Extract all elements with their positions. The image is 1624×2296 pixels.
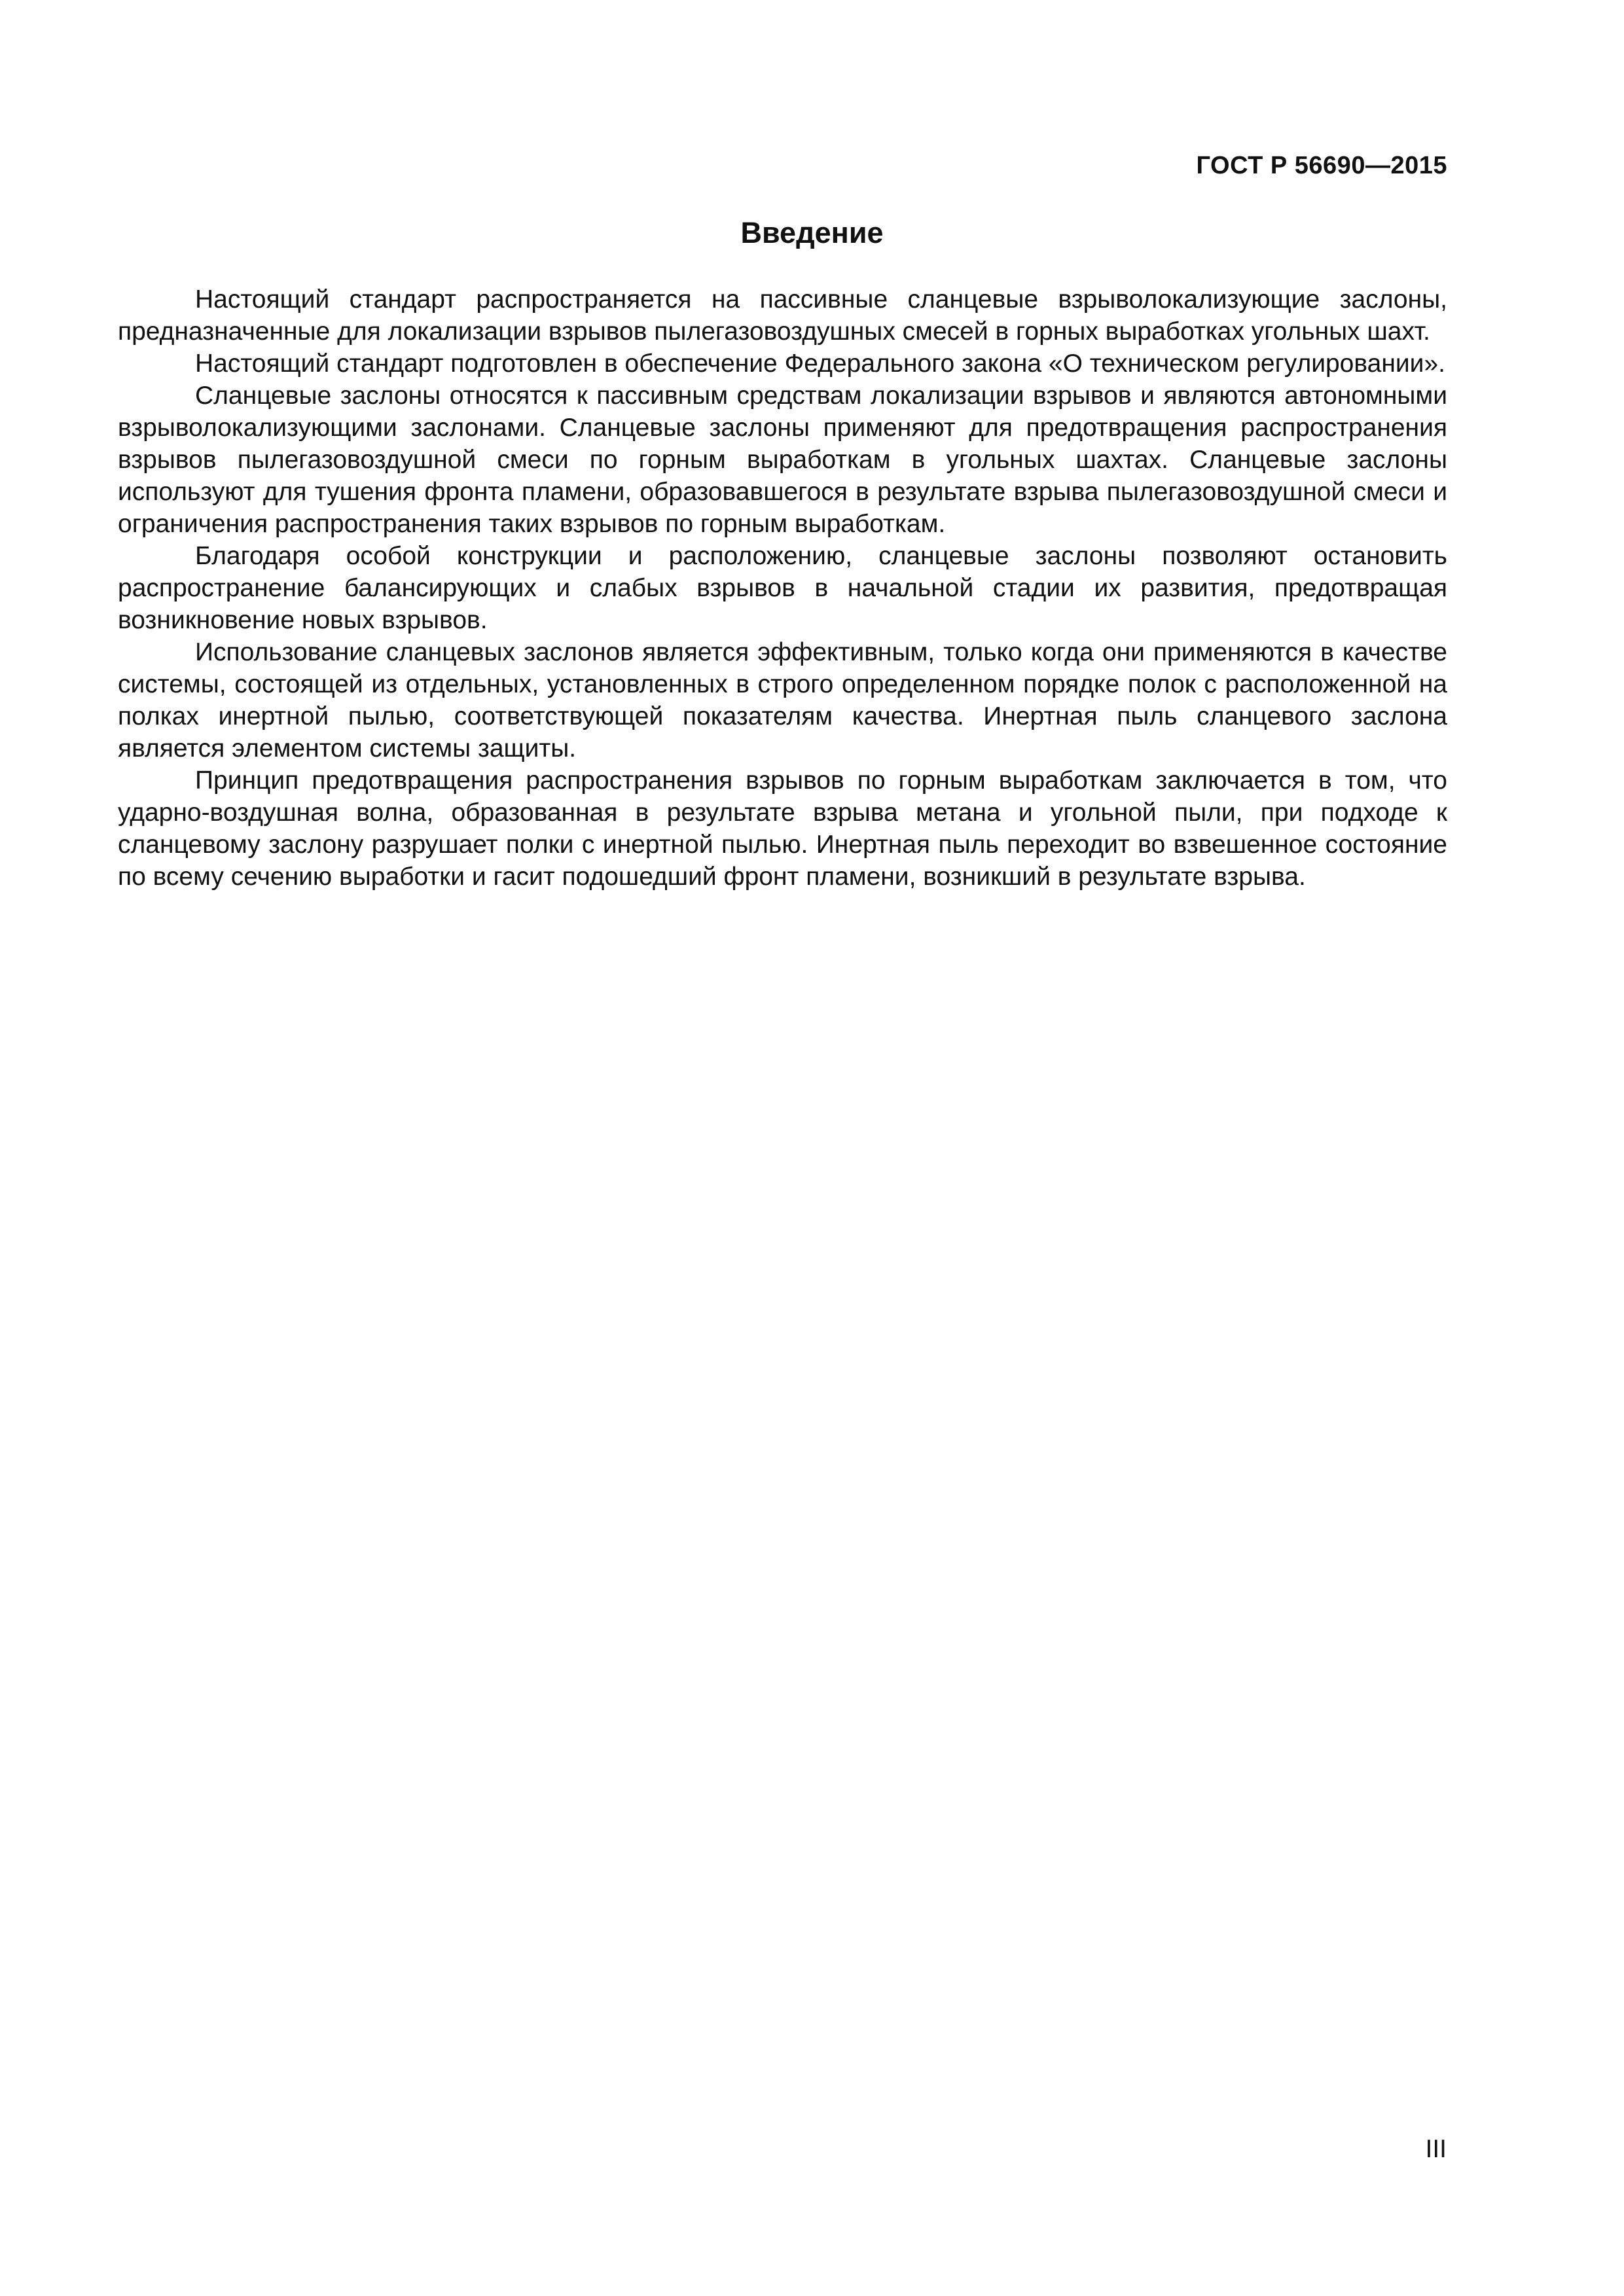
page-number: III xyxy=(1425,2135,1447,2163)
paragraph: Принцип предотвращения распространения взрывов по горным выработкам заключается в том, что ударно-воздушная волна, образованная в результате взрыва метана и угольной пыли, при подходе к сланцевому заслону разрушает полки с инертной пылью. Инертная пыль переходит во взвешенное состояние по всему сечению выработки и гасит подошедший фронт пламени, возникший в результате взрыва. xyxy=(118,766,1447,891)
paragraph: Настоящий стандарт подготовлен в обеспечение Федерального закона «О техническом регулировании». xyxy=(195,350,1445,378)
paragraph: Сланцевые заслоны относятся к пассивным средствам локализации взрывов и являются автономными взрыволокализующими заслонами. Сланцевые заслоны применяют для предотвращения распространения взрывов пылегазовоздушной смеси по горным выработкам в угольных шахтах. Сланцевые заслоны используют для тушения фронта пламени, образовавшегося в результате взрыва пылегазовоздушной смеси и ограничения распространения таких взрывов по горным выработкам. xyxy=(118,382,1447,538)
document-code-header: ГОСТ Р 56690—2015 xyxy=(1196,152,1447,179)
paragraph: Настоящий стандарт распространяется на пассивные сланцевые взрыволокализующие заслоны, предназначенные для локализации взрывов пылегазовоздушных смесей в горных выработках угольных шахт. xyxy=(118,285,1447,346)
body-text xyxy=(118,283,1447,893)
section-title: Введение xyxy=(740,216,884,249)
paragraph: Использование сланцевых заслонов является эффективным, только когда они применяются в качестве системы, состоящей из отдельных, установленных в строго определенном порядке полок с расположенной на полках инертной пылью, соответствующей показателям качества. Инертная пыль сланцевого заслона является элементом системы защиты. xyxy=(118,638,1447,762)
paragraph: Благодаря особой конструкции и расположению, сланцевые заслоны позволяют остановить распространение балансирующих и слабых взрывов в начальной стадии их развития, предотвращая возникновение новых взрывов. xyxy=(118,542,1447,634)
